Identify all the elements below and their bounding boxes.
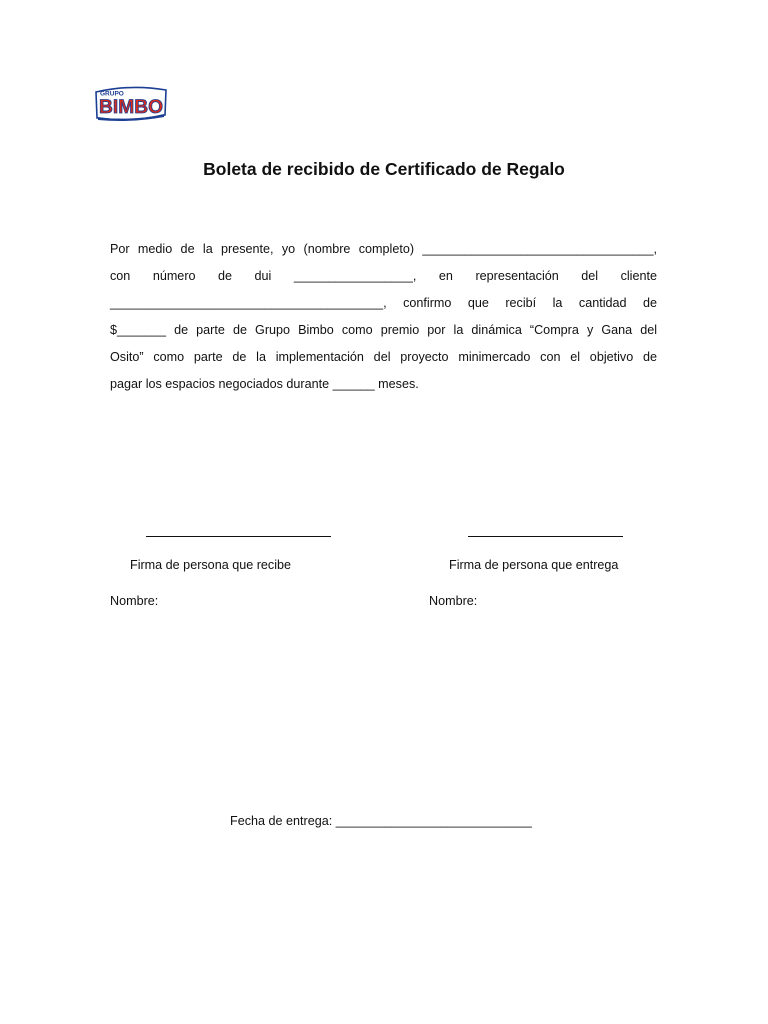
body-line-6: pagar los espacios negociados durante ______ meses. — [110, 377, 419, 391]
body-line-4: $_______ de parte de Grupo Bimbo como premio por la dinámica “Compra y Gana del — [110, 323, 657, 337]
body-line-2: con número de dui _________________, en representación del cliente — [110, 269, 657, 283]
body-line-5: Osito” como parte de la implementación del proyecto minimercado con el objetivo de — [110, 350, 657, 364]
document-title: Boleta de recibido de Certificado de Regalo — [203, 159, 565, 179]
logo-top-text: GRUPO — [100, 90, 124, 98]
grupo-bimbo-logo — [93, 84, 169, 122]
body-paragraph — [110, 236, 657, 398]
body-line-3: _______________________________________, confirmo que recibí la cantidad de — [110, 296, 657, 310]
name-label-deliverer: Nombre: — [429, 594, 478, 608]
signature-line-left — [146, 536, 331, 537]
signature-line-right — [468, 536, 623, 537]
name-label-receiver: Nombre: — [110, 594, 159, 608]
signature-label-receiver: Firma de persona que recibe — [130, 558, 292, 572]
body-line-1: Por medio de la presente, yo (nombre completo) _________________________________, — [110, 242, 657, 256]
delivery-date-label: Fecha de entrega: ____________________________ — [230, 814, 532, 828]
logo-main-text: BIMBO — [99, 97, 163, 118]
signature-label-deliverer: Firma de persona que entrega — [449, 558, 619, 572]
